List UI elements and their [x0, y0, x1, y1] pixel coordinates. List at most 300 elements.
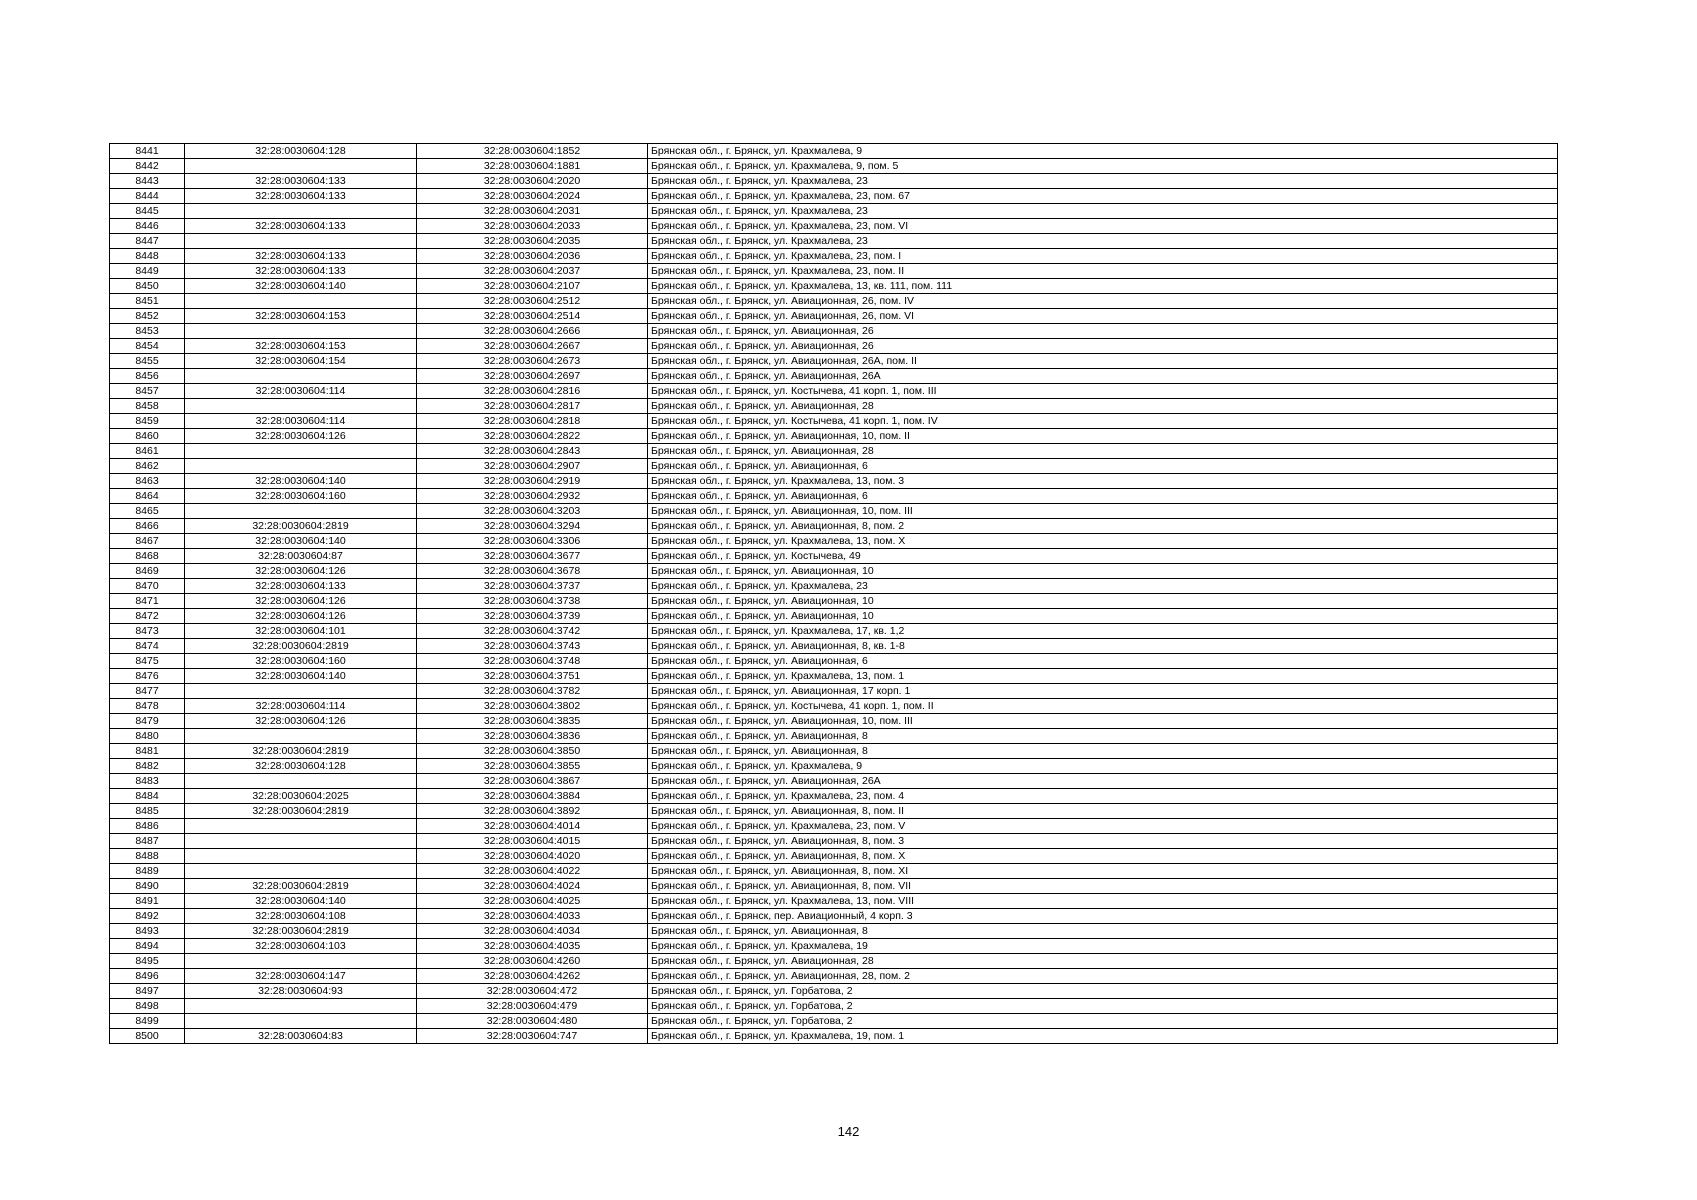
parent-cadastral-cell: 32:28:0030604:126 — [185, 714, 417, 729]
address-cell: Брянская обл., г. Брянск, ул. Крахмалева, 23, пом. I — [648, 249, 1558, 264]
table-row — [110, 384, 1558, 399]
table-row — [110, 894, 1558, 909]
parent-cadastral-cell — [185, 684, 417, 699]
address-cell: Брянская обл., г. Брянск, ул. Авиационная, 6 — [648, 489, 1558, 504]
table-row — [110, 969, 1558, 984]
table-row — [110, 429, 1558, 444]
table-row — [110, 519, 1558, 534]
cadastral-number-cell: 32:28:0030604:3677 — [417, 549, 648, 564]
cadastral-number-cell: 32:28:0030604:3678 — [417, 564, 648, 579]
table-row — [110, 759, 1558, 774]
parent-cadastral-cell: 32:28:0030604:140 — [185, 474, 417, 489]
cadastral-number-cell: 32:28:0030604:4014 — [417, 819, 648, 834]
table-row — [110, 369, 1558, 384]
row-number-cell: 8481 — [110, 744, 185, 759]
row-number-cell: 8495 — [110, 954, 185, 969]
address-cell: Брянская обл., г. Брянск, ул. Авиационная, 28 — [648, 399, 1558, 414]
cadastral-number-cell: 32:28:0030604:3203 — [417, 504, 648, 519]
table-row — [110, 774, 1558, 789]
parent-cadastral-cell: 32:28:0030604:133 — [185, 579, 417, 594]
row-number-cell: 8465 — [110, 504, 185, 519]
parent-cadastral-cell: 32:28:0030604:126 — [185, 609, 417, 624]
row-number-cell: 8490 — [110, 879, 185, 894]
parent-cadastral-cell: 32:28:0030604:114 — [185, 414, 417, 429]
row-number-cell: 8444 — [110, 189, 185, 204]
address-cell: Брянская обл., г. Брянск, ул. Авиационная, 8 — [648, 729, 1558, 744]
cadastral-number-cell: 32:28:0030604:479 — [417, 999, 648, 1014]
row-number-cell: 8486 — [110, 819, 185, 834]
table-row — [110, 699, 1558, 714]
table-row — [110, 654, 1558, 669]
row-number-cell: 8484 — [110, 789, 185, 804]
row-number-cell: 8471 — [110, 594, 185, 609]
cadastral-number-cell: 32:28:0030604:2037 — [417, 264, 648, 279]
table-row — [110, 624, 1558, 639]
parent-cadastral-cell — [185, 324, 417, 339]
parent-cadastral-cell — [185, 294, 417, 309]
row-number-cell: 8453 — [110, 324, 185, 339]
address-cell: Брянская обл., г. Брянск, ул. Костычева, 49 — [648, 549, 1558, 564]
parent-cadastral-cell: 32:28:0030604:108 — [185, 909, 417, 924]
parent-cadastral-cell: 32:28:0030604:133 — [185, 219, 417, 234]
address-cell: Брянская обл., г. Брянск, ул. Крахмалева, 23, пом. 67 — [648, 189, 1558, 204]
parent-cadastral-cell — [185, 459, 417, 474]
address-cell: Брянская обл., г. Брянск, ул. Костычева, 41 корп. 1, пом. II — [648, 699, 1558, 714]
cadastral-number-cell: 32:28:0030604:747 — [417, 1029, 648, 1044]
parent-cadastral-cell — [185, 819, 417, 834]
parent-cadastral-cell — [185, 369, 417, 384]
row-number-cell: 8449 — [110, 264, 185, 279]
row-number-cell: 8462 — [110, 459, 185, 474]
parent-cadastral-cell: 32:28:0030604:133 — [185, 174, 417, 189]
cadastral-number-cell: 32:28:0030604:480 — [417, 1014, 648, 1029]
cadastral-number-cell: 32:28:0030604:2822 — [417, 429, 648, 444]
parent-cadastral-cell: 32:28:0030604:153 — [185, 339, 417, 354]
address-cell: Брянская обл., г. Брянск, ул. Авиационная, 10 — [648, 594, 1558, 609]
parent-cadastral-cell: 32:28:0030604:140 — [185, 669, 417, 684]
table-row — [110, 999, 1558, 1014]
row-number-cell: 8497 — [110, 984, 185, 999]
table-row — [110, 864, 1558, 879]
parent-cadastral-cell — [185, 1014, 417, 1029]
table-row — [110, 204, 1558, 219]
cadastral-number-cell: 32:28:0030604:2843 — [417, 444, 648, 459]
cadastral-number-cell: 32:28:0030604:4022 — [417, 864, 648, 879]
table-row — [110, 294, 1558, 309]
table-row — [110, 939, 1558, 954]
parent-cadastral-cell — [185, 234, 417, 249]
parent-cadastral-cell: 32:28:0030604:103 — [185, 939, 417, 954]
table-row — [110, 264, 1558, 279]
row-number-cell: 8487 — [110, 834, 185, 849]
address-cell: Брянская обл., г. Брянск, ул. Авиационная, 8, пом. X — [648, 849, 1558, 864]
parent-cadastral-cell: 32:28:0030604:2819 — [185, 879, 417, 894]
cadastral-number-cell: 32:28:0030604:2036 — [417, 249, 648, 264]
table-row — [110, 144, 1558, 159]
parent-cadastral-cell: 32:28:0030604:93 — [185, 984, 417, 999]
cadastral-number-cell: 32:28:0030604:2816 — [417, 384, 648, 399]
table-row — [110, 474, 1558, 489]
table-row — [110, 234, 1558, 249]
row-number-cell: 8476 — [110, 669, 185, 684]
parent-cadastral-cell: 32:28:0030604:147 — [185, 969, 417, 984]
parent-cadastral-cell: 32:28:0030604:114 — [185, 384, 417, 399]
table-row — [110, 954, 1558, 969]
cadastral-number-cell: 32:28:0030604:3884 — [417, 789, 648, 804]
parent-cadastral-cell: 32:28:0030604:83 — [185, 1029, 417, 1044]
table-row — [110, 159, 1558, 174]
cadastral-number-cell: 32:28:0030604:3737 — [417, 579, 648, 594]
row-number-cell: 8442 — [110, 159, 185, 174]
cadastral-number-cell: 32:28:0030604:2107 — [417, 279, 648, 294]
row-number-cell: 8460 — [110, 429, 185, 444]
table-row — [110, 639, 1558, 654]
parent-cadastral-cell: 32:28:0030604:2819 — [185, 639, 417, 654]
address-cell: Брянская обл., г. Брянск, ул. Крахмалева, 23, пом. 4 — [648, 789, 1558, 804]
table-row — [110, 189, 1558, 204]
table-row — [110, 1029, 1558, 1044]
parent-cadastral-cell: 32:28:0030604:2819 — [185, 744, 417, 759]
address-cell: Брянская обл., г. Брянск, ул. Крахмалева, 13, пом. X — [648, 534, 1558, 549]
address-cell: Брянская обл., г. Брянск, ул. Горбатова, 2 — [648, 1014, 1558, 1029]
table-row — [110, 399, 1558, 414]
table-row — [110, 729, 1558, 744]
address-cell: Брянская обл., г. Брянск, ул. Авиационная, 8, пом. II — [648, 804, 1558, 819]
parent-cadastral-cell: 32:28:0030604:2819 — [185, 924, 417, 939]
parent-cadastral-cell: 32:28:0030604:140 — [185, 279, 417, 294]
address-cell: Брянская обл., г. Брянск, ул. Крахмалева, 19 — [648, 939, 1558, 954]
parent-cadastral-cell: 32:28:0030604:101 — [185, 624, 417, 639]
cadastral-number-cell: 32:28:0030604:3835 — [417, 714, 648, 729]
row-number-cell: 8478 — [110, 699, 185, 714]
cadastral-number-cell: 32:28:0030604:3751 — [417, 669, 648, 684]
row-number-cell: 8482 — [110, 759, 185, 774]
table-row — [110, 744, 1558, 759]
cadastral-number-cell: 32:28:0030604:2033 — [417, 219, 648, 234]
table-row — [110, 174, 1558, 189]
address-cell: Брянская обл., г. Брянск, ул. Авиационная, 28 — [648, 444, 1558, 459]
row-number-cell: 8472 — [110, 609, 185, 624]
table-row — [110, 444, 1558, 459]
address-cell: Брянская обл., г. Брянск, ул. Авиационная, 10 — [648, 609, 1558, 624]
parent-cadastral-cell: 32:28:0030604:128 — [185, 759, 417, 774]
parent-cadastral-cell: 32:28:0030604:126 — [185, 594, 417, 609]
address-cell: Брянская обл., г. Брянск, ул. Крахмалева, 13, кв. 111, пом. 111 — [648, 279, 1558, 294]
cadastral-number-cell: 32:28:0030604:2818 — [417, 414, 648, 429]
row-number-cell: 8496 — [110, 969, 185, 984]
cadastral-number-cell: 32:28:0030604:2673 — [417, 354, 648, 369]
row-number-cell: 8448 — [110, 249, 185, 264]
row-number-cell: 8491 — [110, 894, 185, 909]
row-number-cell: 8450 — [110, 279, 185, 294]
table-row — [110, 279, 1558, 294]
row-number-cell: 8467 — [110, 534, 185, 549]
cadastral-number-cell: 32:28:0030604:2919 — [417, 474, 648, 489]
cadastral-number-cell: 32:28:0030604:2697 — [417, 369, 648, 384]
address-cell: Брянская обл., г. Брянск, ул. Крахмалева, 23, пом. V — [648, 819, 1558, 834]
address-cell: Брянская обл., г. Брянск, ул. Авиационная, 17 корп. 1 — [648, 684, 1558, 699]
address-cell: Брянская обл., г. Брянск, ул. Авиационная, 10, пом. II — [648, 429, 1558, 444]
cadastral-number-cell: 32:28:0030604:2031 — [417, 204, 648, 219]
parent-cadastral-cell: 32:28:0030604:140 — [185, 534, 417, 549]
address-cell: Брянская обл., г. Брянск, ул. Авиационная, 26, пом. VI — [648, 309, 1558, 324]
table-row — [110, 579, 1558, 594]
row-number-cell: 8494 — [110, 939, 185, 954]
address-cell: Брянская обл., г. Брянск, ул. Авиационная, 6 — [648, 654, 1558, 669]
table-row — [110, 594, 1558, 609]
parent-cadastral-cell: 32:28:0030604:128 — [185, 144, 417, 159]
row-number-cell: 8483 — [110, 774, 185, 789]
row-number-cell: 8441 — [110, 144, 185, 159]
row-number-cell: 8473 — [110, 624, 185, 639]
cadastral-number-cell: 32:28:0030604:3743 — [417, 639, 648, 654]
row-number-cell: 8458 — [110, 399, 185, 414]
parent-cadastral-cell: 32:28:0030604:133 — [185, 189, 417, 204]
table-row — [110, 849, 1558, 864]
parent-cadastral-cell — [185, 834, 417, 849]
address-cell: Брянская обл., г. Брянск, ул. Авиационная, 8, пом. 2 — [648, 519, 1558, 534]
table-row — [110, 714, 1558, 729]
address-cell: Брянская обл., г. Брянск, ул. Авиационная, 26А — [648, 369, 1558, 384]
row-number-cell: 8475 — [110, 654, 185, 669]
cadastral-number-cell: 32:28:0030604:4262 — [417, 969, 648, 984]
row-number-cell: 8480 — [110, 729, 185, 744]
row-number-cell: 8485 — [110, 804, 185, 819]
parent-cadastral-cell — [185, 774, 417, 789]
row-number-cell: 8452 — [110, 309, 185, 324]
page-number: 142 — [837, 1124, 860, 1139]
parent-cadastral-cell — [185, 444, 417, 459]
address-cell: Брянская обл., г. Брянск, ул. Крахмалева, 19, пом. 1 — [648, 1029, 1558, 1044]
address-cell: Брянская обл., г. Брянск, ул. Костычева, 41 корп. 1, пом. IV — [648, 414, 1558, 429]
row-number-cell: 8464 — [110, 489, 185, 504]
cadastral-number-cell: 32:28:0030604:2666 — [417, 324, 648, 339]
row-number-cell: 8443 — [110, 174, 185, 189]
row-number-cell: 8451 — [110, 294, 185, 309]
parent-cadastral-cell — [185, 864, 417, 879]
address-cell: Брянская обл., г. Брянск, ул. Крахмалева, 23, пом. VI — [648, 219, 1558, 234]
address-cell: Брянская обл., г. Брянск, ул. Авиационная, 6 — [648, 459, 1558, 474]
address-cell: Брянская обл., г. Брянск, ул. Авиационная, 28, пом. 2 — [648, 969, 1558, 984]
cadastral-number-cell: 32:28:0030604:2817 — [417, 399, 648, 414]
parent-cadastral-cell — [185, 159, 417, 174]
address-cell: Брянская обл., г. Брянск, ул. Авиационная, 10, пом. III — [648, 714, 1558, 729]
cadastral-number-cell: 32:28:0030604:3892 — [417, 804, 648, 819]
table-row — [110, 834, 1558, 849]
address-cell: Брянская обл., г. Брянск, ул. Крахмалева, 23 — [648, 204, 1558, 219]
cadastral-number-cell: 32:28:0030604:4025 — [417, 894, 648, 909]
table-row — [110, 879, 1558, 894]
row-number-cell: 8477 — [110, 684, 185, 699]
table-body — [110, 144, 1558, 1044]
parent-cadastral-cell: 32:28:0030604:133 — [185, 249, 417, 264]
address-cell: Брянская обл., г. Брянск, ул. Авиационная, 10, пом. III — [648, 504, 1558, 519]
address-cell: Брянская обл., г. Брянск, ул. Авиационная, 26 — [648, 339, 1558, 354]
table-row — [110, 249, 1558, 264]
table-row — [110, 504, 1558, 519]
address-cell: Брянская обл., г. Брянск, ул. Крахмалева, 23 — [648, 174, 1558, 189]
cadastral-number-cell: 32:28:0030604:3855 — [417, 759, 648, 774]
row-number-cell: 8479 — [110, 714, 185, 729]
cadastral-number-cell: 32:28:0030604:2667 — [417, 339, 648, 354]
table-row — [110, 534, 1558, 549]
table-row — [110, 339, 1558, 354]
row-number-cell: 8493 — [110, 924, 185, 939]
table-row — [110, 549, 1558, 564]
cadastral-number-cell: 32:28:0030604:4015 — [417, 834, 648, 849]
cadastral-number-cell: 32:28:0030604:3850 — [417, 744, 648, 759]
address-cell: Брянская обл., г. Брянск, ул. Авиационная, 8, пом. VII — [648, 879, 1558, 894]
cadastral-number-cell: 32:28:0030604:4034 — [417, 924, 648, 939]
cadastral-number-cell: 32:28:0030604:3836 — [417, 729, 648, 744]
parent-cadastral-cell: 32:28:0030604:2025 — [185, 789, 417, 804]
row-number-cell: 8499 — [110, 1014, 185, 1029]
table-row — [110, 459, 1558, 474]
parent-cadastral-cell — [185, 729, 417, 744]
address-cell: Брянская обл., г. Брянск, ул. Авиационная, 8 — [648, 744, 1558, 759]
address-cell: Брянская обл., г. Брянск, ул. Авиационная, 26, пом. IV — [648, 294, 1558, 309]
address-cell: Брянская обл., г. Брянск, ул. Крахмалева, 13, пом. VIII — [648, 894, 1558, 909]
parent-cadastral-cell: 32:28:0030604:133 — [185, 264, 417, 279]
cadastral-number-cell: 32:28:0030604:4020 — [417, 849, 648, 864]
address-cell: Брянская обл., г. Брянск, ул. Крахмалева, 9, пом. 5 — [648, 159, 1558, 174]
address-cell: Брянская обл., г. Брянск, ул. Крахмалева, 9 — [648, 144, 1558, 159]
cadastral-number-cell: 32:28:0030604:3306 — [417, 534, 648, 549]
cadastral-number-cell: 32:28:0030604:3867 — [417, 774, 648, 789]
address-cell: Брянская обл., г. Брянск, ул. Крахмалева, 17, кв. 1,2 — [648, 624, 1558, 639]
parent-cadastral-cell: 32:28:0030604:2819 — [185, 804, 417, 819]
address-cell: Брянская обл., г. Брянск, пер. Авиационный, 4 корп. 3 — [648, 909, 1558, 924]
cadastral-number-cell: 32:28:0030604:1852 — [417, 144, 648, 159]
table-row — [110, 489, 1558, 504]
cadastral-number-cell: 32:28:0030604:4260 — [417, 954, 648, 969]
row-number-cell: 8488 — [110, 849, 185, 864]
table-row — [110, 789, 1558, 804]
parent-cadastral-cell — [185, 999, 417, 1014]
row-number-cell: 8461 — [110, 444, 185, 459]
address-cell: Брянская обл., г. Брянск, ул. Авиационная, 26А — [648, 774, 1558, 789]
parent-cadastral-cell: 32:28:0030604:160 — [185, 654, 417, 669]
address-cell: Брянская обл., г. Брянск, ул. Авиационная, 10 — [648, 564, 1558, 579]
address-cell: Брянская обл., г. Брянск, ул. Крахмалева, 13, пом. 3 — [648, 474, 1558, 489]
address-cell: Брянская обл., г. Брянск, ул. Крахмалева, 23, пом. II — [648, 264, 1558, 279]
address-cell: Брянская обл., г. Брянск, ул. Горбатова, 2 — [648, 984, 1558, 999]
parent-cadastral-cell: 32:28:0030604:160 — [185, 489, 417, 504]
parent-cadastral-cell: 32:28:0030604:154 — [185, 354, 417, 369]
row-number-cell: 8492 — [110, 909, 185, 924]
address-cell: Брянская обл., г. Брянск, ул. Авиационная, 8 — [648, 924, 1558, 939]
row-number-cell: 8469 — [110, 564, 185, 579]
row-number-cell: 8463 — [110, 474, 185, 489]
address-cell: Брянская обл., г. Брянск, ул. Авиационная, 8, пом. XI — [648, 864, 1558, 879]
table-row — [110, 324, 1558, 339]
table-row — [110, 669, 1558, 684]
parent-cadastral-cell: 32:28:0030604:87 — [185, 549, 417, 564]
row-number-cell: 8500 — [110, 1029, 185, 1044]
parent-cadastral-cell: 32:28:0030604:2819 — [185, 519, 417, 534]
cadastral-number-cell: 32:28:0030604:3738 — [417, 594, 648, 609]
table-row — [110, 819, 1558, 834]
row-number-cell: 8470 — [110, 579, 185, 594]
row-number-cell: 8456 — [110, 369, 185, 384]
table-row — [110, 564, 1558, 579]
cadastral-number-cell: 32:28:0030604:2020 — [417, 174, 648, 189]
cadastral-number-cell: 32:28:0030604:2514 — [417, 309, 648, 324]
parent-cadastral-cell — [185, 399, 417, 414]
table-row — [110, 354, 1558, 369]
address-cell: Брянская обл., г. Брянск, ул. Авиационная, 28 — [648, 954, 1558, 969]
parent-cadastral-cell: 32:28:0030604:114 — [185, 699, 417, 714]
cadastral-number-cell: 32:28:0030604:3739 — [417, 609, 648, 624]
parent-cadastral-cell: 32:28:0030604:126 — [185, 564, 417, 579]
cadastral-number-cell: 32:28:0030604:3742 — [417, 624, 648, 639]
address-cell: Брянская обл., г. Брянск, ул. Авиационная, 8, кв. 1-8 — [648, 639, 1558, 654]
table-row — [110, 804, 1558, 819]
address-cell: Брянская обл., г. Брянск, ул. Авиационная, 26А, пом. II — [648, 354, 1558, 369]
cadastral-number-cell: 32:28:0030604:2035 — [417, 234, 648, 249]
cadastral-number-cell: 32:28:0030604:3294 — [417, 519, 648, 534]
row-number-cell: 8454 — [110, 339, 185, 354]
address-cell: Брянская обл., г. Брянск, ул. Горбатова, 2 — [648, 999, 1558, 1014]
row-number-cell: 8446 — [110, 219, 185, 234]
table-row — [110, 909, 1558, 924]
row-number-cell: 8498 — [110, 999, 185, 1014]
address-cell: Брянская обл., г. Брянск, ул. Крахмалева, 13, пом. 1 — [648, 669, 1558, 684]
table-row — [110, 609, 1558, 624]
row-number-cell: 8466 — [110, 519, 185, 534]
table-row — [110, 984, 1558, 999]
parent-cadastral-cell — [185, 204, 417, 219]
cadastral-number-cell: 32:28:0030604:2512 — [417, 294, 648, 309]
address-cell: Брянская обл., г. Брянск, ул. Костычева, 41 корп. 1, пом. III — [648, 384, 1558, 399]
address-cell: Брянская обл., г. Брянск, ул. Крахмалева, 9 — [648, 759, 1558, 774]
table-row — [110, 414, 1558, 429]
parent-cadastral-cell — [185, 849, 417, 864]
cadastral-number-cell: 32:28:0030604:472 — [417, 984, 648, 999]
row-number-cell: 8474 — [110, 639, 185, 654]
cadastral-number-cell: 32:28:0030604:2932 — [417, 489, 648, 504]
cadastral-number-cell: 32:28:0030604:4033 — [417, 909, 648, 924]
cadastral-number-cell: 32:28:0030604:3782 — [417, 684, 648, 699]
address-cell: Брянская обл., г. Брянск, ул. Крахмалева, 23 — [648, 234, 1558, 249]
cadastral-number-cell: 32:28:0030604:3748 — [417, 654, 648, 669]
table-row — [110, 219, 1558, 234]
cadastral-number-cell: 32:28:0030604:2907 — [417, 459, 648, 474]
address-cell: Брянская обл., г. Брянск, ул. Крахмалева, 23 — [648, 579, 1558, 594]
cadastral-number-cell: 32:28:0030604:3802 — [417, 699, 648, 714]
parent-cadastral-cell: 32:28:0030604:153 — [185, 309, 417, 324]
table-row — [110, 1014, 1558, 1029]
cadastral-number-cell: 32:28:0030604:4035 — [417, 939, 648, 954]
cadastral-number-cell: 32:28:0030604:2024 — [417, 189, 648, 204]
row-number-cell: 8459 — [110, 414, 185, 429]
parent-cadastral-cell: 32:28:0030604:126 — [185, 429, 417, 444]
address-cell: Брянская обл., г. Брянск, ул. Авиационная, 8, пом. 3 — [648, 834, 1558, 849]
address-cell: Брянская обл., г. Брянск, ул. Авиационная, 26 — [648, 324, 1558, 339]
parent-cadastral-cell — [185, 954, 417, 969]
row-number-cell: 8468 — [110, 549, 185, 564]
cadastral-number-cell: 32:28:0030604:4024 — [417, 879, 648, 894]
table-row — [110, 684, 1558, 699]
row-number-cell: 8457 — [110, 384, 185, 399]
table-row — [110, 924, 1558, 939]
row-number-cell: 8489 — [110, 864, 185, 879]
row-number-cell: 8445 — [110, 204, 185, 219]
cadastral-number-cell: 32:28:0030604:1881 — [417, 159, 648, 174]
parent-cadastral-cell — [185, 504, 417, 519]
table-row — [110, 309, 1558, 324]
parent-cadastral-cell: 32:28:0030604:140 — [185, 894, 417, 909]
